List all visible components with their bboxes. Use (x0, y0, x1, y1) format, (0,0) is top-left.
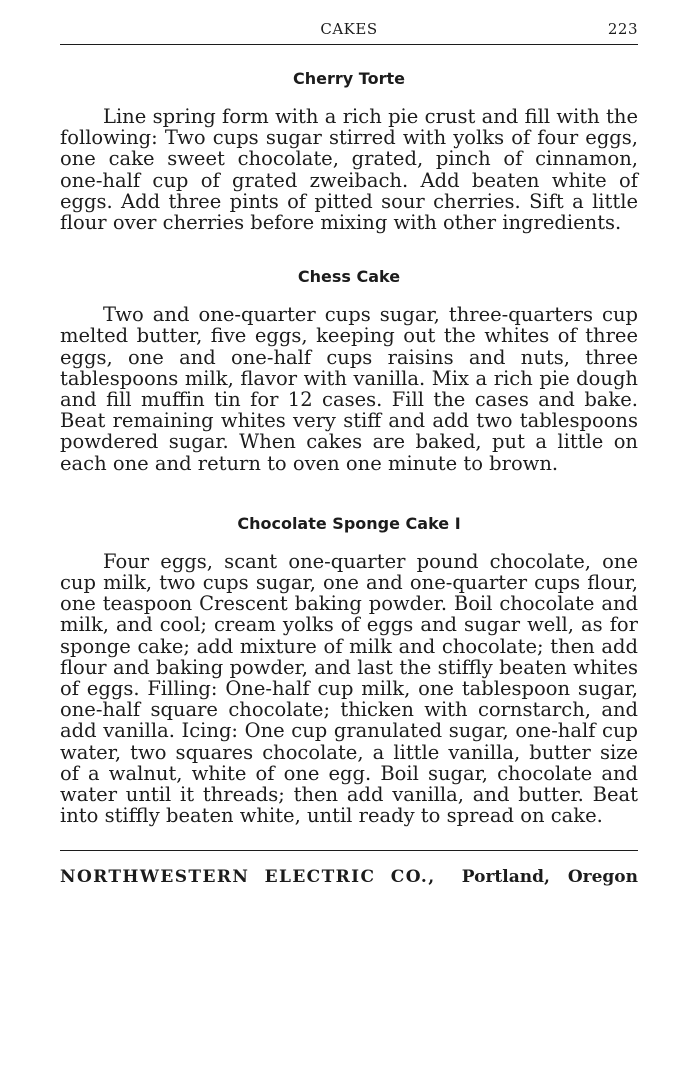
recipe-body: Two and one-quarter cups sugar, three-quarters cup melted butter, five eggs, keeping out the whites of three eggs, one and one-half cups raisins and nuts, three tablespoons milk, flavor with vanilla. Mix a rich pie dough and fill muffin tin for 12 cases. Fill the cases and bake. Beat remaining whites very stiff and add two tablespoons powdered sugar. When cakes are baked, put a little on each one and return to oven one minute to brown. (60, 303, 638, 475)
recipe-chocolate-sponge-cake (60, 514, 638, 827)
running-head-title: CAKES (320, 20, 378, 38)
recipe-title: Chocolate Sponge Cake I (237, 513, 461, 533)
book-page (60, 16, 638, 887)
recipe-cherry-torte (60, 69, 638, 233)
footer-company: NORTHWESTERN ELECTRIC CO., (60, 867, 436, 888)
recipe-title: Cherry Torte (293, 69, 405, 88)
page-footer (60, 867, 638, 887)
running-head (60, 16, 638, 44)
header-rule (60, 44, 638, 45)
recipe-chess-cake (60, 267, 638, 474)
recipe-body: Line spring form with a rich pie crust and fill with the following: Two cups sugar stirred with yolks of four eggs, one cake sweet chocolate, grated, pinch of cinnamon, one-half cup of grated zweibach. Add beaten white of eggs. Add three pints of pitted sour cherries. Sift a little flour over cherries before mixing with other ingredients. (60, 105, 638, 235)
page-number: 223 (607, 20, 638, 38)
footer-rule (60, 850, 638, 851)
footer-location: Portland, Oregon (461, 867, 638, 888)
recipe-title: Chess Cake (297, 267, 401, 287)
recipe-body: Four eggs, scant one-quarter pound chocolate, one cup milk, two cups sugar, one and one-quarter cups flour, one teaspoon Crescent baking powder. Boil chocolate and milk, and cool; cream yolks of eggs and sugar well, as for sponge cake; add mixture of milk and chocolate; then add flour and baking powder, and last the stiffly beaten whites of eggs. Filling: One-half cup milk, one tablespoon sugar, one-half square chocolate; thicken with cornstarch, and add vanilla. Icing: One cup granulated sugar, one-half cup water, two squares chocolate, a little vanilla, butter size of a walnut, white of one egg. Boil sugar, chocolate and water until it threads; then add vanilla, and butter. Beat into stiffly beaten white, until ready to spread on cake. (60, 549, 638, 828)
